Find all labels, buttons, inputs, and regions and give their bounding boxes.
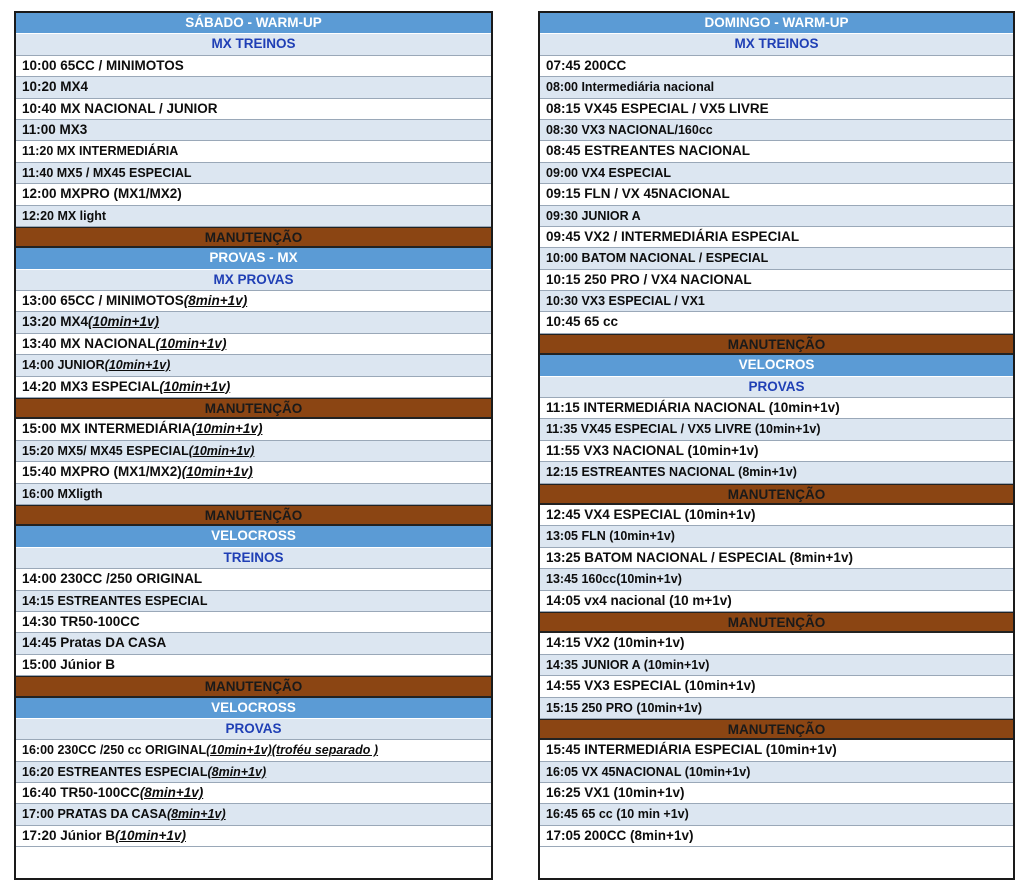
- row-text: MANUTENÇÃO: [204, 229, 303, 245]
- row-text: 13:40 MX NACIONAL: [22, 335, 156, 351]
- schedule-row: [540, 826, 1013, 847]
- duration-note: (10min+1v)(troféu separado ): [206, 743, 379, 758]
- duration-note: (10min+1v): [115, 827, 186, 843]
- row-text: SÁBADO - WARM-UP: [185, 15, 322, 30]
- maintenance-row: [16, 676, 491, 697]
- row-text: 10:30 VX3 ESPECIAL / VX1: [546, 294, 705, 309]
- schedule-row: [16, 762, 491, 783]
- row-text: 12:15 ESTREANTES NACIONAL (8min+1v): [546, 465, 797, 480]
- row-text: MANUTENÇÃO: [204, 401, 303, 417]
- schedule-row: [16, 740, 491, 761]
- row-text: MANUTENÇÃO: [727, 721, 826, 737]
- duration-note: (8min+1v): [207, 764, 267, 779]
- row-text: 14:35 JUNIOR A (10min+1v): [546, 657, 710, 672]
- row-text: 11:15 INTERMEDIÁRIA NACIONAL (10min+1v): [546, 400, 840, 416]
- row-text: 10:00 BATOM NACIONAL / ESPECIAL: [546, 251, 769, 266]
- row-text: 12:20 MX light: [22, 208, 107, 223]
- maintenance-row: [540, 719, 1013, 740]
- row-text: 15:00 MX INTERMEDIÁRIA: [22, 421, 192, 437]
- row-text: VELOCROS: [738, 357, 815, 373]
- row-text: 09:00 VX4 ESPECIAL: [546, 165, 672, 180]
- schedule-row: [16, 826, 491, 847]
- row-text: VELOCROSS: [211, 528, 296, 544]
- row-text: 17:05 200CC (8min+1v): [546, 827, 694, 843]
- duration-note: (10min+1v): [191, 421, 263, 437]
- duration-note: (10min+1v): [104, 358, 171, 373]
- row-text: 15:00 Júnior B: [22, 656, 116, 672]
- schedule-row: [540, 655, 1013, 676]
- maintenance-row: [540, 334, 1013, 355]
- maintenance-row: [540, 612, 1013, 633]
- row-text: PROVAS: [225, 720, 282, 736]
- section-header: [540, 13, 1013, 34]
- row-text: MANUTENÇÃO: [727, 336, 826, 352]
- row-text: 11:00 MX3: [22, 121, 88, 137]
- row-text: 16:00 230CC /250 cc ORIGINAL: [22, 743, 207, 758]
- schedule-row: [16, 569, 491, 590]
- schedule-row: [540, 227, 1013, 248]
- schedule-row: [540, 633, 1013, 654]
- row-text: 08:00 Intermediária nacional: [546, 80, 715, 95]
- row-text: 14:55 VX3 ESPECIAL (10min+1v): [546, 678, 756, 694]
- row-text: 08:30 VX3 NACIONAL/160cc: [546, 122, 713, 137]
- row-text: 08:45 ESTREANTES NACIONAL: [546, 143, 751, 159]
- schedule-row: [540, 270, 1013, 291]
- schedule-row: [16, 591, 491, 612]
- schedule-row: [540, 591, 1013, 612]
- row-text: 14:15 VX2 (10min+1v): [546, 635, 685, 651]
- schedule-row: [16, 77, 491, 98]
- empty-row: [16, 847, 491, 868]
- duration-note: (10min+1v): [181, 464, 253, 480]
- schedule-row: [16, 655, 491, 676]
- row-text: MX TREINOS: [211, 36, 296, 52]
- row-text: 14:00 230CC /250 ORIGINAL: [22, 571, 203, 587]
- schedule-row: [540, 291, 1013, 312]
- row-text: 14:15 ESTREANTES ESPECIAL: [22, 593, 208, 608]
- maintenance-row: [540, 484, 1013, 505]
- row-text: 16:00 MXligth: [22, 486, 103, 501]
- row-text: 10:20 MX4: [22, 79, 89, 95]
- row-text: 14:45 Pratas DA CASA: [22, 635, 167, 651]
- schedule-row: [540, 141, 1013, 162]
- schedule-row: [540, 184, 1013, 205]
- schedule-row: [16, 312, 491, 333]
- row-text: 16:20 ESTREANTES ESPECIAL: [22, 764, 208, 779]
- row-text: MANUTENÇÃO: [727, 486, 826, 502]
- schedule-row: [16, 419, 491, 440]
- row-text: 09:45 VX2 / INTERMEDIÁRIA ESPECIAL: [546, 228, 800, 244]
- sunday-schedule: [538, 11, 1015, 880]
- row-text: 11:20 MX INTERMEDIÁRIA: [22, 144, 179, 159]
- subsection-header: [16, 548, 491, 569]
- section-header: [16, 698, 491, 719]
- schedule-row: [540, 804, 1013, 825]
- schedule-row: [540, 56, 1013, 77]
- schedule-row: [540, 783, 1013, 804]
- duration-note: (10min+1v): [159, 378, 231, 394]
- subsection-header: [540, 34, 1013, 55]
- row-text: 10:40 MX NACIONAL / JUNIOR: [22, 100, 218, 116]
- schedule-row: [16, 484, 491, 505]
- schedule-row: [540, 762, 1013, 783]
- schedule-row: [540, 99, 1013, 120]
- row-text: 09:30 JUNIOR A: [546, 208, 641, 223]
- row-text: MX TREINOS: [734, 36, 819, 52]
- schedule-row: [16, 163, 491, 184]
- row-text: 15:15 250 PRO (10min+1v): [546, 700, 702, 715]
- schedule-row: [16, 804, 491, 825]
- row-text: 13:00 65CC / MINIMOTOS: [22, 293, 184, 309]
- row-text: 11:55 VX3 NACIONAL (10min+1v): [546, 442, 759, 458]
- schedule-row: [540, 120, 1013, 141]
- row-text: MANUTENÇÃO: [204, 507, 303, 523]
- schedule-row: [540, 312, 1013, 333]
- schedule-row: [540, 77, 1013, 98]
- row-text: 16:40 TR50-100CC: [22, 785, 140, 801]
- schedule-row: [16, 462, 491, 483]
- duration-note: (8min+1v): [183, 293, 248, 309]
- schedule-row: [16, 612, 491, 633]
- row-text: 16:45 65 cc (10 min +1v): [546, 807, 689, 822]
- row-text: 14:30 TR50-100CC: [22, 613, 140, 629]
- schedule-row: [540, 462, 1013, 483]
- schedule-row: [16, 99, 491, 120]
- schedule-row: [16, 141, 491, 162]
- section-header: [16, 248, 491, 269]
- saturday-schedule: [14, 11, 493, 880]
- schedule-row: [540, 419, 1013, 440]
- maintenance-row: [16, 227, 491, 248]
- schedule-row: [540, 740, 1013, 761]
- row-text: 13:25 BATOM NACIONAL / ESPECIAL (8min+1v): [546, 549, 853, 565]
- row-text: 14:20 MX3 ESPECIAL: [22, 378, 160, 394]
- row-text: VELOCROSS: [211, 699, 296, 715]
- schedule-row: [16, 206, 491, 227]
- schedule-row: [540, 548, 1013, 569]
- row-text: PROVAS: [748, 378, 805, 394]
- schedule-row: [16, 633, 491, 654]
- row-text: 13:45 160cc(10min+1v): [546, 572, 682, 587]
- schedule-row: [16, 377, 491, 398]
- section-header: [16, 13, 491, 34]
- row-text: 16:05 VX 45NACIONAL (10min+1v): [546, 764, 751, 779]
- subsection-header: [16, 270, 491, 291]
- schedule-row: [16, 120, 491, 141]
- subsection-header: [540, 377, 1013, 398]
- schedule-row: [16, 334, 491, 355]
- schedule-row: [540, 698, 1013, 719]
- row-text: 10:15 250 PRO / VX4 NACIONAL: [546, 271, 752, 287]
- row-text: 07:45 200CC: [546, 57, 627, 73]
- row-text: 12:45 VX4 ESPECIAL (10min+1v): [546, 506, 756, 522]
- row-text: 08:15 VX45 ESPECIAL / VX5 LIVRE: [546, 100, 769, 116]
- schedule-row: [16, 441, 491, 462]
- schedule-row: [540, 676, 1013, 697]
- schedule-row: [540, 526, 1013, 547]
- row-text: 14:05 vx4 nacional (10 m+1v): [546, 592, 732, 608]
- duration-note: (8min+1v): [166, 807, 226, 822]
- schedule-row: [16, 56, 491, 77]
- row-text: 15:45 INTERMEDIÁRIA ESPECIAL (10min+1v): [546, 742, 837, 758]
- row-text: 13:05 FLN (10min+1v): [546, 529, 675, 544]
- empty-row: [540, 847, 1013, 868]
- row-text: 10:45 65 cc: [546, 314, 619, 330]
- row-text: TREINOS: [223, 549, 284, 565]
- row-text: 17:20 Júnior B: [22, 827, 116, 843]
- row-text: 17:00 PRATAS DA CASA: [22, 807, 167, 822]
- duration-note: (10min+1v): [188, 443, 255, 458]
- schedule-row: [540, 398, 1013, 419]
- duration-note: (8min+1v): [139, 785, 204, 801]
- schedule-row: [540, 441, 1013, 462]
- schedule-row: [16, 355, 491, 376]
- row-text: 15:40 MXPRO (MX1/MX2): [22, 464, 182, 480]
- row-text: 14:00 JUNIOR: [22, 358, 105, 373]
- row-text: 15:20 MX5/ MX45 ESPECIAL: [22, 443, 189, 458]
- row-text: 11:40 MX5 / MX45 ESPECIAL: [22, 165, 192, 180]
- duration-note: (10min+1v): [88, 314, 159, 330]
- row-text: 12:00 MXPRO (MX1/MX2): [22, 186, 182, 202]
- section-header: [16, 526, 491, 547]
- schedule-row: [540, 163, 1013, 184]
- subsection-header: [16, 34, 491, 55]
- maintenance-row: [16, 398, 491, 419]
- duration-note: (10min+1v): [155, 335, 227, 351]
- row-text: MANUTENÇÃO: [727, 614, 826, 630]
- schedule-row: [540, 569, 1013, 590]
- row-text: 16:25 VX1 (10min+1v): [546, 785, 685, 801]
- maintenance-row: [16, 505, 491, 526]
- schedule-row: [540, 206, 1013, 227]
- schedule-row: [540, 505, 1013, 526]
- row-text: MANUTENÇÃO: [204, 679, 303, 695]
- schedule-row: [16, 783, 491, 804]
- schedule-row: [16, 184, 491, 205]
- subsection-header: [16, 719, 491, 740]
- row-text: 11:35 VX45 ESPECIAL / VX5 LIVRE (10min+1v): [546, 422, 821, 437]
- row-text: 13:20 MX4: [22, 314, 89, 330]
- row-text: PROVAS - MX: [209, 250, 298, 266]
- schedule-row: [540, 248, 1013, 269]
- row-text: 09:15 FLN / VX 45NACIONAL: [546, 186, 730, 202]
- row-text: MX PROVAS: [213, 271, 294, 287]
- row-text: 10:00 65CC / MINIMOTOS: [22, 57, 184, 73]
- section-header: [540, 355, 1013, 376]
- row-text: DOMINGO - WARM-UP: [704, 15, 849, 30]
- schedule-row: [16, 291, 491, 312]
